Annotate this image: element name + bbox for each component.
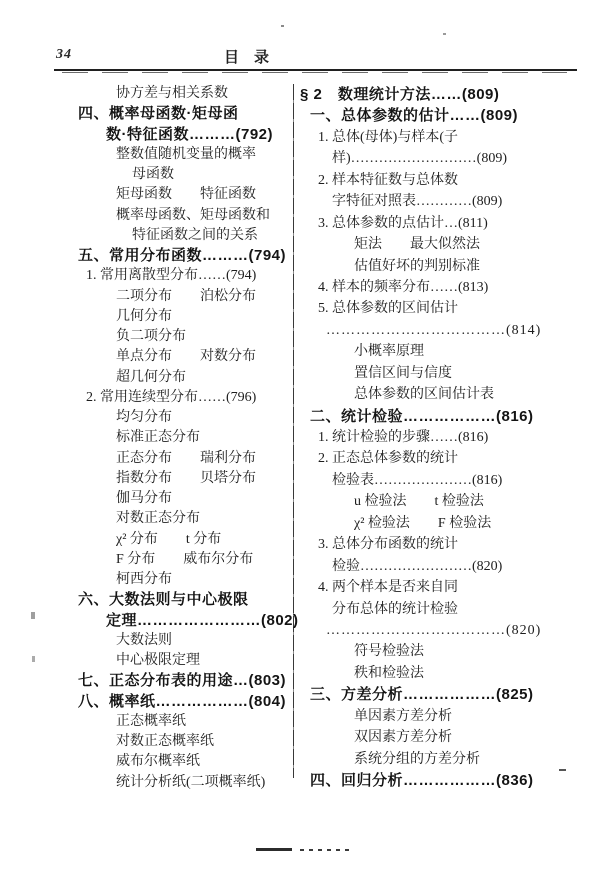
toc-entry: 统计分析纸(二项概率纸) (116, 774, 266, 790)
column-divider (293, 84, 294, 778)
toc-heading: 七、正态分布表的用途…(803) (78, 672, 287, 690)
toc-left-column (60, 84, 299, 793)
toc-entry: 正态分布 瑞利分布 (116, 450, 256, 466)
toc-heading: 四、回归分析………………(836) (310, 772, 534, 789)
toc-entry: 小概率原理 (354, 344, 424, 360)
toc-heading: 八、概率纸………………(804) (78, 692, 287, 710)
scan-artifact (443, 33, 446, 35)
toc-entry: 2. 正态总体参数的统计 (318, 451, 458, 467)
toc-heading: § 2 数理统计方法……(809) (300, 86, 500, 103)
toc-entry: 2. 样本特征数与总体数 (318, 172, 458, 188)
toc-heading: 四、概率母函数·矩母函 (78, 105, 239, 123)
scan-artifact (281, 25, 284, 27)
toc-entry: 4. 两个样本是否来自同 (318, 580, 458, 596)
toc-heading: 五、常用分布函数………(794) (78, 247, 287, 264)
toc-entry: χ² 检验法 F 检验法 (354, 515, 492, 531)
toc-entry: 对数正态概率纸 (116, 734, 214, 749)
toc-entry: 单点分布 对数分布 (116, 349, 256, 365)
toc-entry: 二项分布 泊松分布 (116, 288, 256, 304)
toc-entry: 检验表…………………(816) (332, 472, 503, 488)
toc-entry: 1. 常用离散型分布……(794) (86, 268, 257, 284)
toc-entry: 5. 总体参数的区间估计 (318, 301, 458, 317)
toc-entry: 均匀分布 (116, 410, 172, 425)
scan-artifact (31, 612, 35, 619)
toc-entry: 特征函数之间的关系 (132, 227, 258, 243)
toc-entry: u 检验法 t 检验法 (354, 494, 484, 510)
toc-heading: 二、统计检验………………(816) (310, 407, 534, 425)
toc-entry: ………………………………(820) (326, 622, 542, 638)
toc-entry: 对数正态分布 (116, 511, 200, 527)
toc-entry: 双因素方差分析 (354, 730, 452, 746)
toc-heading: 三、方差分析………………(825) (310, 686, 534, 704)
toc-entry: 系统分组的方差分析 (354, 751, 480, 767)
running-head-title: 目 录 (224, 50, 270, 66)
toc-entry: 标准正态分布 (116, 430, 200, 446)
toc-entry: 超几何分布 (116, 369, 186, 385)
toc-entry: 母函数 (132, 167, 174, 182)
toc-heading: 定理……………………(802) (106, 611, 299, 629)
toc-entry: 矩法 最大似然法 (354, 237, 480, 253)
scan-artifact (559, 769, 566, 771)
toc-entry: 总体参数的区间估计表 (354, 387, 494, 403)
toc-entry: 样)………………………(809) (332, 151, 507, 167)
toc-entry: 检验……………………(820) (332, 558, 503, 574)
toc-entry: F 分布 威布尔分布 (116, 551, 254, 567)
toc-entry: 符号检验法 (354, 644, 424, 660)
toc-entry: 威布尔概率纸 (116, 754, 200, 770)
toc-entry: 正态概率纸 (116, 713, 186, 729)
toc-entry: 概率母函数、矩母函数和 (116, 207, 270, 223)
toc-entry: 中心极限定理 (116, 653, 200, 668)
scan-artifact (256, 848, 292, 851)
toc-entry: 1. 总体(母体)与样本(子 (318, 129, 458, 145)
toc-heading: 六、大数法则与中心极限 (78, 591, 249, 609)
toc-entry: 置信区间与信度 (354, 365, 452, 381)
toc-entry: 大数法则 (116, 632, 172, 648)
toc-entry: 指数分布 贝塔分布 (116, 470, 256, 486)
scan-artifact (300, 849, 350, 851)
toc-entry: 矩母函数 特征函数 (116, 187, 256, 203)
toc-heading: 一、总体参数的估计……(809) (310, 107, 519, 125)
toc-entry: ………………………………(814) (326, 322, 542, 338)
toc-entry: 协方差与相关系数 (116, 86, 228, 101)
toc-entry: 2. 常用连续型分布……(796) (86, 389, 257, 405)
toc-entry: χ² 分布 t 分布 (116, 531, 222, 547)
toc-entry: 伽马分布 (116, 491, 172, 506)
page-number: 34 (56, 47, 72, 62)
toc-heading: 数·特征函数………(792) (106, 125, 274, 143)
toc-entry: 单因素方差分析 (354, 708, 452, 724)
toc-entry: 负二项分布 (116, 329, 186, 344)
toc-entry: 3. 总体分布函数的统计 (318, 537, 458, 553)
toc-entry: 分布总体的统计检验 (332, 601, 458, 617)
toc-entry: 4. 样本的频率分布……(813) (318, 279, 489, 295)
toc-entry: 3. 总体参数的点估计…(811) (318, 215, 488, 231)
toc-entry: 整数值随机变量的概率 (116, 146, 256, 162)
toc-entry: 1. 统计检验的步骤……(816) (318, 430, 489, 445)
toc-entry: 秩和检验法 (354, 665, 424, 681)
toc-entry: 估值好坏的判别标准 (354, 258, 480, 274)
scan-artifact (32, 656, 35, 662)
toc-entry: 几何分布 (116, 308, 172, 324)
toc-right-column (298, 84, 598, 791)
toc-entry: 字特征对照表…………(809) (332, 194, 503, 210)
toc-entry: 柯西分布 (116, 572, 172, 587)
header-rule (54, 69, 577, 71)
